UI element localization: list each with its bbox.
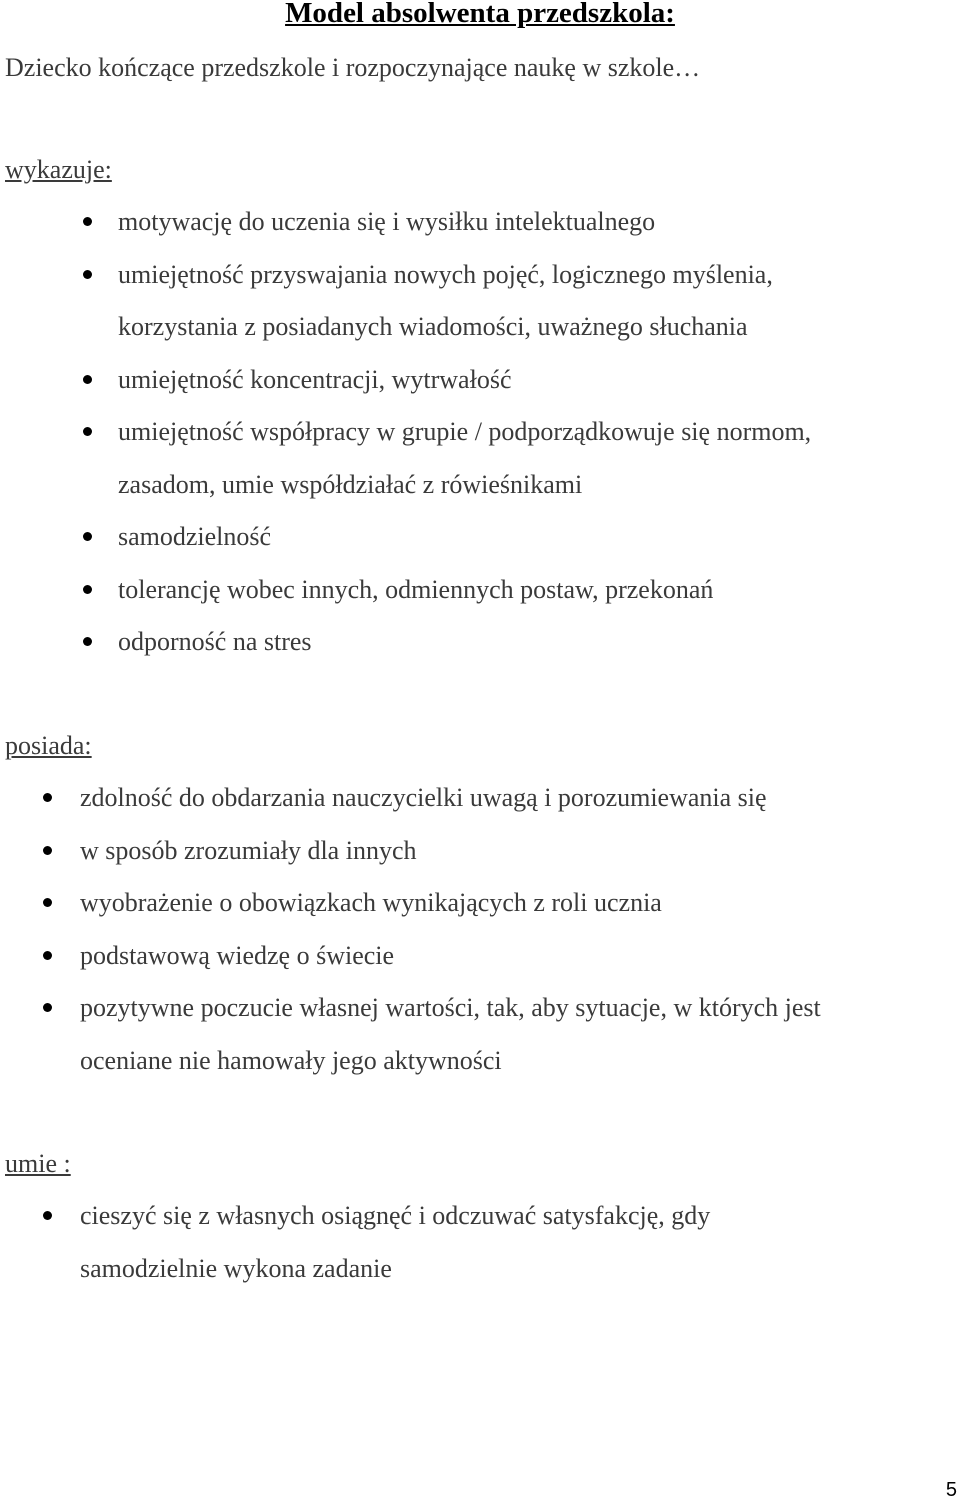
page-number: 5 <box>945 1479 957 1501</box>
list-item <box>118 406 918 459</box>
list-item <box>118 564 918 617</box>
list-item <box>80 930 940 983</box>
list-item-text: podstawową wiedzę o świecie <box>80 940 395 970</box>
bullet-icon <box>43 951 52 960</box>
list-item-text: wyobrażenie o obowiązkach wynikających z roli ucznia <box>80 888 662 917</box>
list-item-text: odporność na stres <box>118 627 312 656</box>
bullet-icon <box>43 793 52 802</box>
bullet-icon <box>83 270 92 279</box>
section-heading-wykazuje: wykazuje: <box>5 155 112 184</box>
list-item-text: zasadom, umie współdziałać z rówieśnikami <box>118 469 583 499</box>
list-item-text: oceniane nie hamowały jego aktywności <box>80 1045 502 1075</box>
document-title: Model absolwenta przedszkola: <box>285 0 675 29</box>
list-item-text: umiejętność koncentracji, wytrwałość <box>118 364 512 394</box>
list-item-text: pozytywne poczucie własnej wartości, tak, aby sytuacje, w których jest <box>80 993 821 1022</box>
list-item <box>118 196 918 249</box>
bullet-icon <box>83 585 92 594</box>
list-item-continuation <box>118 459 918 512</box>
list-item <box>80 825 940 878</box>
bullet-icon <box>43 1003 52 1012</box>
list-item-text: motywację do uczenia się i wysiłku intelektualnego <box>118 207 656 236</box>
list-item-continuation <box>80 1243 940 1296</box>
list-item <box>80 1190 940 1243</box>
list-item <box>118 354 918 407</box>
list-item-text: samodzielność <box>118 522 272 551</box>
list-item-text: w sposób zrozumiały dla innych <box>80 835 417 865</box>
list-item-continuation <box>118 301 918 354</box>
list-item <box>118 511 918 564</box>
bullet-icon <box>43 846 52 855</box>
list-item-text: korzystania z posiadanych wiadomości, uważnego słuchania <box>118 312 748 341</box>
bullet-icon <box>83 427 92 436</box>
list-wykazuje <box>118 196 918 669</box>
list-item-text: umiejętność przyswajania nowych pojęć, logicznego myślenia, <box>118 259 773 289</box>
list-posiada <box>80 772 940 1087</box>
intro-text: Dziecko kończące przedszkole i rozpoczynające naukę w szkole… <box>5 53 701 82</box>
list-umie <box>80 1190 940 1295</box>
list-item-text: cieszyć się z własnych osiągnęć i odczuwać satysfakcję, gdy <box>80 1201 711 1230</box>
list-item <box>118 249 918 302</box>
bullet-icon <box>83 532 92 541</box>
list-item-text: zdolność do obdarzania nauczycielki uwagą i porozumiewania się <box>80 783 767 812</box>
list-item-continuation <box>80 1035 940 1088</box>
list-item <box>80 772 940 825</box>
bullet-icon <box>83 637 92 646</box>
list-item-text: tolerancję wobec innych, odmiennych postaw, przekonań <box>118 574 714 604</box>
list-item-text: umiejętność współpracy w grupie / podporządkowuje się normom, <box>118 417 812 446</box>
list-item-text: samodzielnie wykona zadanie <box>80 1253 392 1283</box>
list-item <box>118 616 918 669</box>
bullet-icon <box>83 217 92 226</box>
bullet-icon <box>83 375 92 384</box>
section-heading-posiada: posiada: <box>5 731 92 760</box>
bullet-icon <box>43 1211 52 1220</box>
section-heading-umie: umie : <box>5 1149 71 1178</box>
list-item <box>80 982 940 1035</box>
list-item <box>80 877 940 930</box>
bullet-icon <box>43 898 52 907</box>
